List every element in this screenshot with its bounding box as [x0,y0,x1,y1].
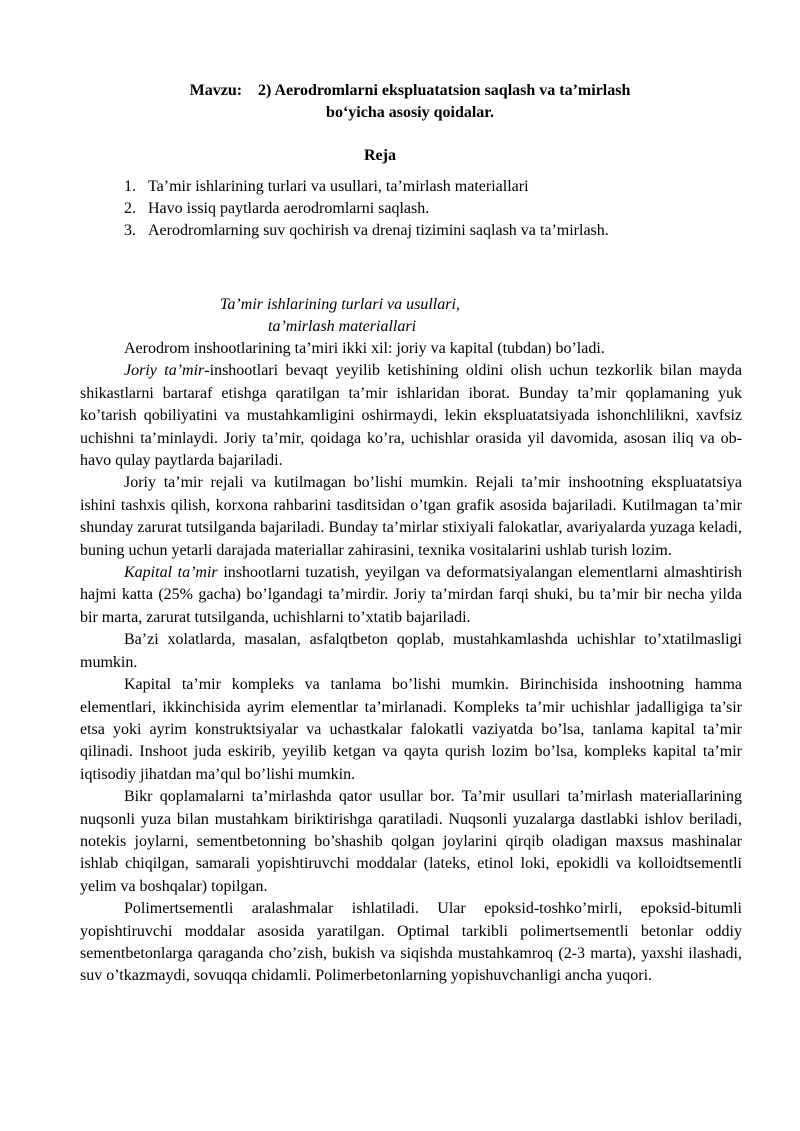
plan-item-text: Ta’mir ishlarining turlari va usullari, ta’mirlash materiallari [148,178,529,195]
section-heading [80,294,720,338]
paragraph-text: Ba’zi xolatlarda, masalan, asfalqtbeton qoplab, mustahkamlashda uchishlar to’xtatilmasligi mumkin. [80,631,742,671]
paragraph [80,674,742,786]
paragraph-text: inshootlarni tuzatish, yeyilgan va deformatsiyalangan elementlarni almashtirish hajmi katta (25% gacha) bo’lgandagi ta’mirdir. Joriy ta’mirdan farqi shuki, bu ta’mir bir necha yilda bir marta, zarurat tutsilganda, uchishlarni to’xtatib bajariladi. [80,564,742,626]
paragraph-text: Joriy ta’mir rejali va kutilmagan bo’lishi mumkin. Rejali ta’mir inshootning ekspluatatsiya ishini tashxis qilish, korxona rahbarini tasditsidan o’tgan grafik asosida bajariladi. Kutilmagan ta’mir shunday zarurat tutsilganda bajariladi. Bunday ta’mirlar stixiyali falokatlar, avariyalarda yuzaga keladi, buning uchun yetarli darajada materiallar zahirasini, texnika vositalarini ushlab turish lozim. [80,474,742,559]
paragraph-text: Kapital ta’mir kompleks va tanlama bo’lishi mumkin. Birinchisida inshootning hamma elementlari, ikkinchisida ayrim elementlar ta’mirlanadi. Kompleks ta’mir uchishlar jadalligiga ta’sir etsa yoki ayrim konstruktsiyalar va uchastkalar falokatli vaziyatda bo’lsa, tanlama kapital ta’mir qilinadi. Inshoot juda eskirib, yeyilib ketgan va qayta qurish lozim bo’lsa, kompleks kapital ta’mir iqtisodiy jihatdan ma’qul bo’lishi mumkin. [80,676,742,783]
plan-item [124,176,624,198]
plan-item-text: Havo issiq paytlarda aerodromlarni saqlash. [148,200,430,217]
emphasis-term: Kapital ta’mir [124,564,218,582]
plan-heading: Reja [364,147,396,164]
paragraph [80,360,742,472]
emphasis-term: Joriy ta’mir [124,362,205,380]
paragraph [80,338,742,360]
plan-item [124,220,624,242]
plan-item-number: 3. [124,222,136,239]
document-body [80,338,742,988]
plan-list [124,176,624,242]
paragraph-text: Bikr qoplamalarni ta’mirlashda qator usullar bor. Ta’mir usullari ta’mirlash materiallarining nuqsonli yuza bilan mustahkam biriktirishga qaratiladi. Nuqsonli yuzalarga dastlabki ishlov beriladi, notekis joylarni, sementbetonning bo’shashib qolgan joylarini qirqib oladigan maxsus mashinalar ishlab chiqilgan, samarali yopishtiruvchi moddalar (lateks, etinol loki, epokidli va kolloidtsementli yelim va boshqalar) topilgan. [80,788,742,895]
paragraph [80,472,742,562]
plan-item-number: 2. [124,200,136,217]
plan-item [124,198,624,220]
paragraph [80,562,742,629]
paragraph-text: Polimertsementli aralashmalar ishlatiladi. Ular epoksid-toshko’mirli, epoksid-bitumli yopishtiruvchi moddalar asosida yaratilgan. Optimal tarkibli polimertsementli betonlar oddiy sementbetonlarga qaraganda cho’zish, bukish va siqishda mustahkamroq (2-3 marta), yaxshi ilashadi, suv o’tkazmaydi, sovuqqa chidamli. Polimerbetonlarning yopishuvchanligi ancha yuqori. [80,900,742,985]
section-heading-line-1: Ta’mir ishlarining turlari va usullari, [220,296,460,313]
paragraph-text: Aerodrom inshootlarining ta’miri ikki xil: joriy va kapital (tubdan) bo’ladi. [124,340,605,357]
section-heading-line-2: ta’mirlash materiallari [268,318,417,335]
paragraph-text: -inshootlari bevaqt yeyilib ketishining oldini olish uchun tezkorlik bilan mayda shikastlarni bartaraf etishga qaratilgan ta’mir ishlaridan iborat. Bunday ta’mir qoplamaning yuk ko’tarish qobiliyatini va mustahkamligini oshirmaydi, lekin ekspluatatsiyada ishonchlilikni, xavfsiz uchishni ta’minlaydi. Joriy ta’mir, qoidaga ko’ra, uchishlar orasida yil davomida, asosan iliq va ob-havo qulay paytlarda bajariladi. [80,362,743,470]
paragraph [80,898,742,988]
title-line-1: Mavzu: 2) Aerodromlarni ekspluatatsion saqlash va ta’mirlash [189,82,631,99]
plan-item-text: Aerodromlarning suv qochirish va drenaj tizimini saqlash va ta’mirlash. [148,222,609,239]
plan-item-number: 1. [124,178,136,195]
paragraph [80,786,742,898]
document-title [80,80,740,124]
paragraph [80,629,742,674]
title-line-2: bo‘yicha asosiy qoidalar. [326,104,494,121]
